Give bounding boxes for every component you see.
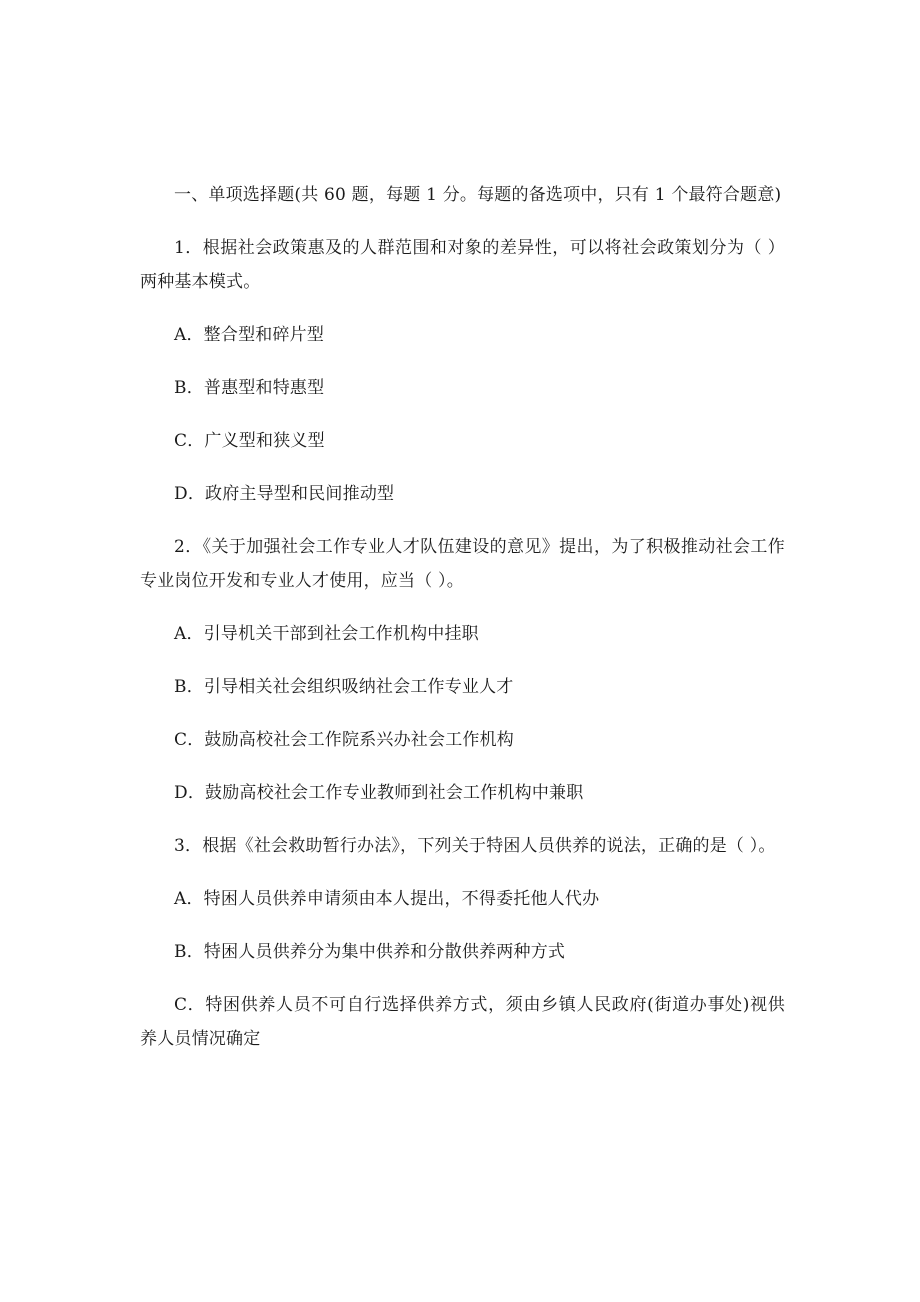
question-3-option-b: B．特困人员供养分为集中供养和分散供养两种方式: [174, 942, 566, 962]
question-2-option-d: D．鼓励高校社会工作专业教师到社会工作机构中兼职: [174, 783, 584, 803]
question-1-option-c: C．广义型和狭义型: [174, 431, 325, 451]
question-2-option-b: B．引导相关社会组织吸纳社会工作专业人才: [174, 677, 514, 697]
question-3-option-a: A．特困人员供养申请须由本人提出，不得委托他人代办: [174, 889, 600, 909]
question-1-option-b: B．普惠型和特惠型: [174, 378, 325, 398]
question-2-option-c: C．鼓励高校社会工作院系兴办社会工作机构: [174, 730, 515, 750]
question-1-option-d: D．政府主导型和民间推动型: [174, 484, 395, 504]
document-page: [140, 178, 785, 1075]
section-heading: 一、单项选择题(共 60 题，每题 1 分。每题的备选项中，只有 1 个最符合题意): [174, 185, 782, 205]
question-3-option-c: C．特困供养人员不可自行选择供养方式，须由乡镇人民政府(街道办事处)视供养人员情况确定: [140, 995, 785, 1049]
question-1-stem: 1．根据社会政策惠及的人群范围和对象的差异性，可以将社会政策划分为（ ）两种基本模式。: [140, 238, 785, 292]
question-2-stem: 2．《关于加强社会工作专业人才队伍建设的意见》提出，为了积极推动社会工作专业岗位开发和专业人才使用，应当（ ）。: [140, 537, 785, 591]
question-3-stem: 3．根据《社会救助暂行办法》，下列关于特困人员供养的说法，正确的是（ ）。: [174, 836, 776, 856]
question-2-option-a: A．引导机关干部到社会工作机构中挂职: [174, 624, 479, 644]
question-1-option-a: A．整合型和碎片型: [174, 325, 325, 345]
